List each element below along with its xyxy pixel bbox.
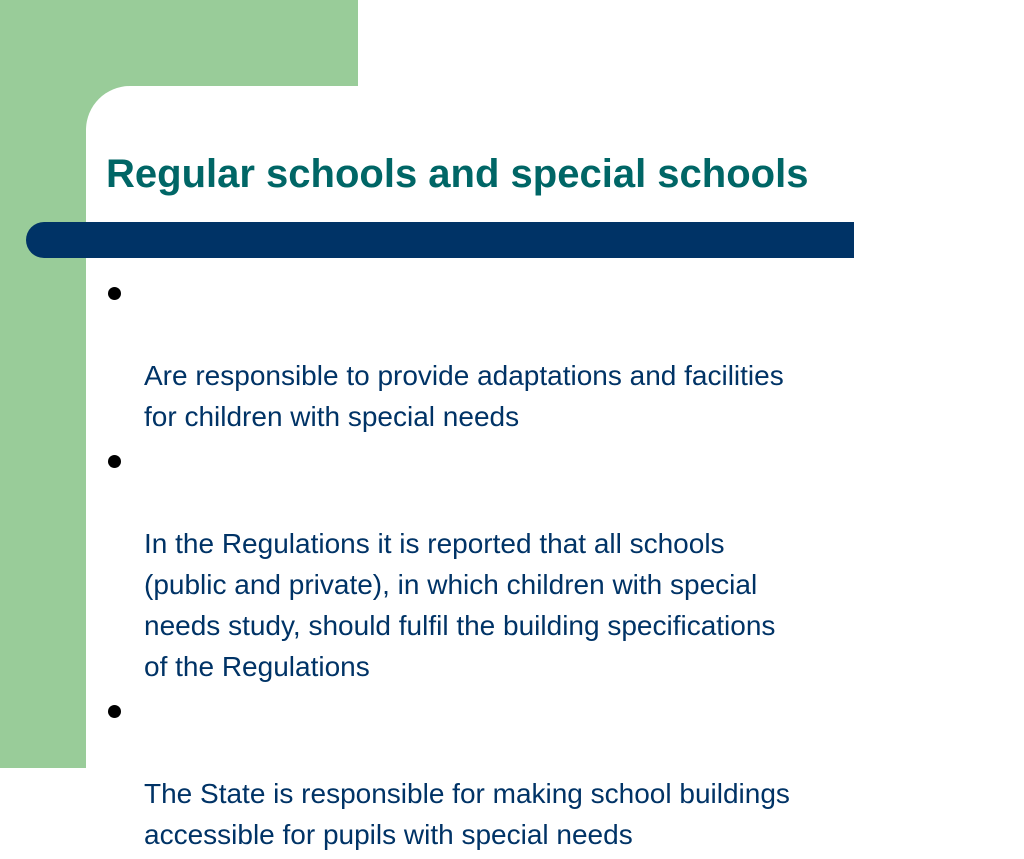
bullet-text: Are responsible to provide adaptations and facilities for children with special needs (144, 360, 784, 432)
bullet-item (104, 691, 984, 855)
bullet-icon (108, 455, 121, 468)
bullet-text: The State is responsible for making school buildings accessible for pupils with special needs (144, 778, 790, 850)
slide-title: Regular schools and special schools (106, 152, 809, 196)
bullet-icon (108, 287, 121, 300)
bullet-list (104, 273, 984, 859)
bullet-text: In the Regulations it is reported that all schools (public and private), in which children with special needs study, should fulfil the building specifications of the Regulations (144, 528, 776, 682)
bullet-icon (108, 705, 121, 718)
title-underline-bar (26, 222, 854, 258)
bullet-item (104, 441, 984, 687)
bullet-item (104, 273, 984, 437)
